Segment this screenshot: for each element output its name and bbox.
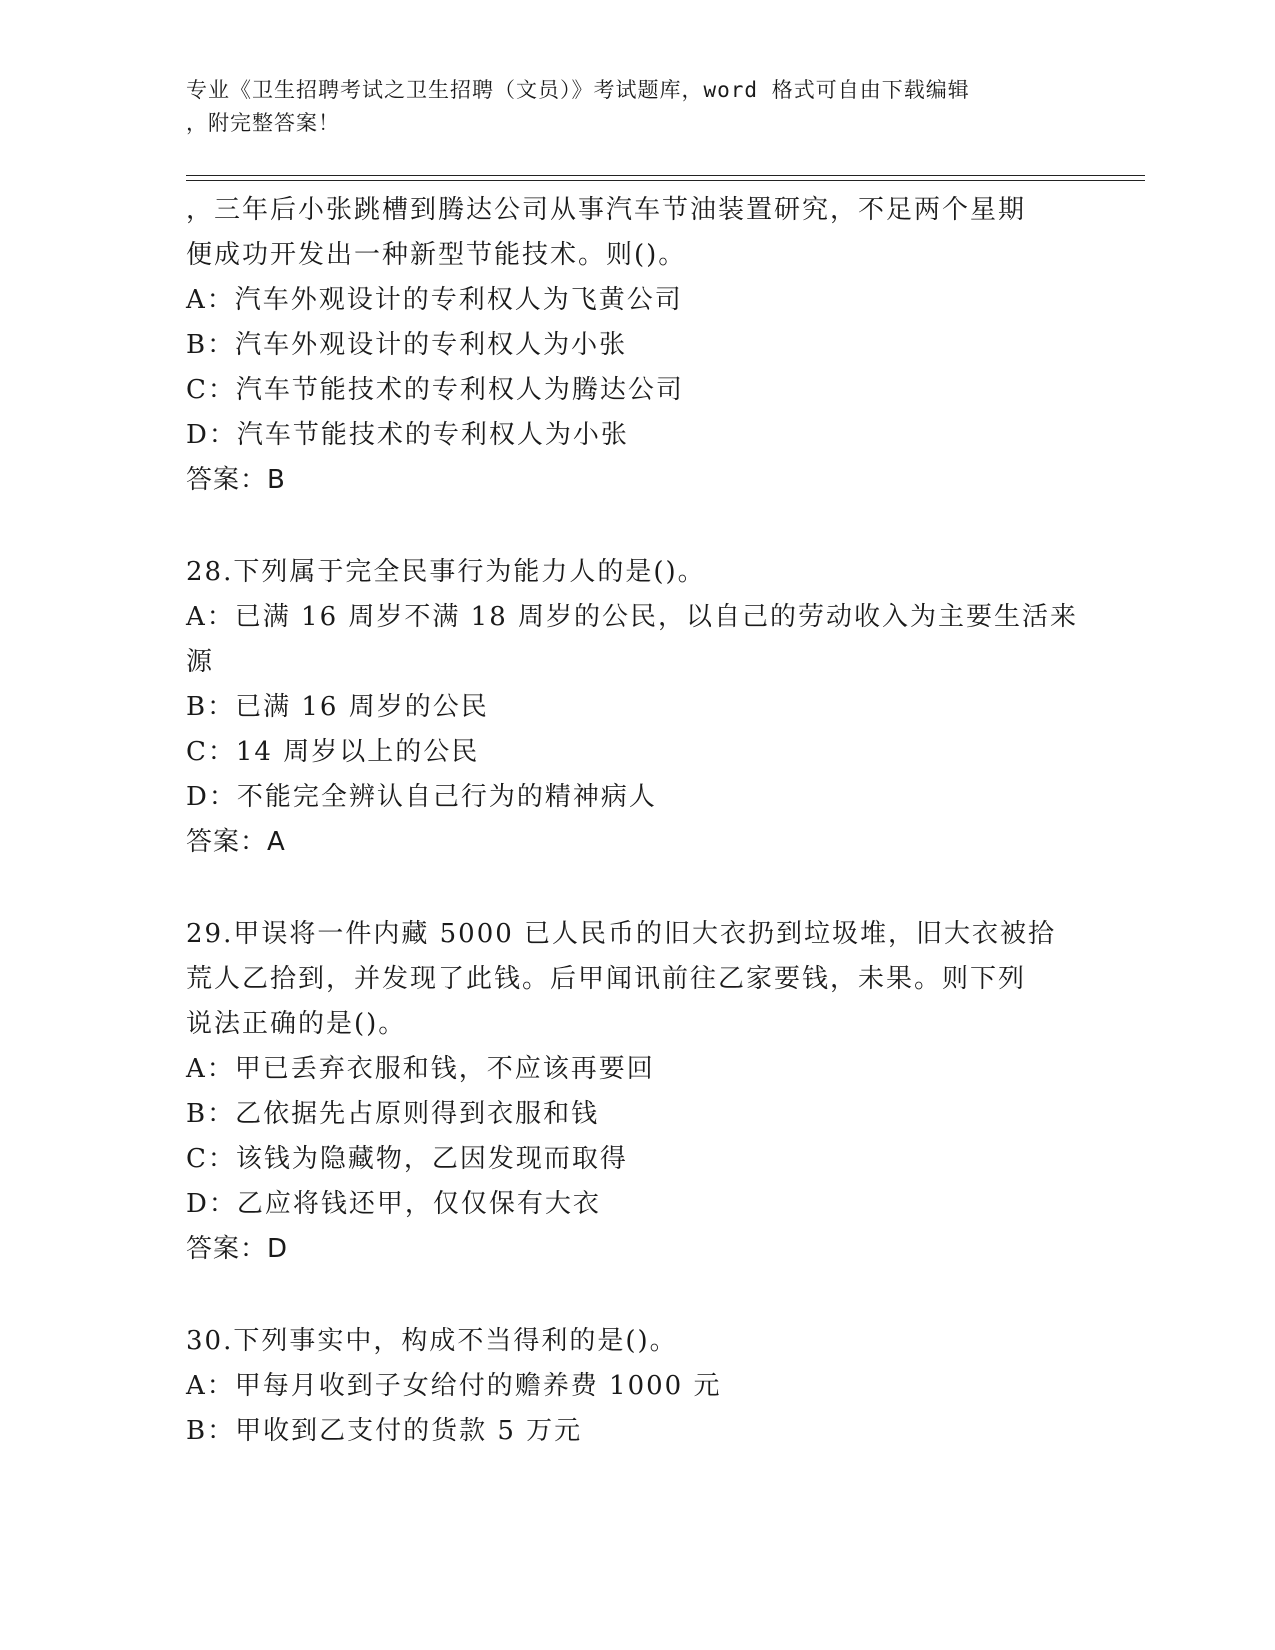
question-29-option-d: D：乙应将钱还甲，仅仅保有大衣	[186, 1189, 601, 1219]
header-line-1: 专业《卫生招聘考试之卫生招聘（文员）》考试题库，word 格式可自由下载编辑	[186, 78, 970, 102]
question-28-stem: 28.下列属于完全民事行为能力人的是()。	[186, 557, 706, 587]
question-30-option-a: A：甲每月收到子女给付的赡养费 1000 元	[186, 1371, 722, 1401]
document-header	[186, 74, 1066, 140]
question-29	[186, 912, 1086, 1272]
question-27-option-a: A：汽车外观设计的专利权人为飞黄公司	[186, 285, 683, 315]
question-28-option-d: D：不能完全辨认自己行为的精神病人	[186, 782, 657, 812]
question-29-option-b: B：乙依据先占原则得到衣服和钱	[186, 1099, 600, 1129]
spacer	[186, 503, 1086, 550]
question-30	[186, 1319, 1086, 1454]
question-28-option-b: B：已满 16 周岁的公民	[186, 692, 489, 722]
question-27-answer: 答案：B	[186, 465, 286, 495]
question-27-option-d: D：汽车节能技术的专利权人为小张	[186, 420, 629, 450]
question-28-answer: 答案：A	[186, 827, 286, 857]
question-27-option-b: B：汽车外观设计的专利权人为小张	[186, 330, 628, 360]
question-27	[186, 188, 1086, 503]
question-27-stem-line-2: 便成功开发出一种新型节能技术。则()。	[186, 240, 687, 270]
question-28-option-a-line-2: 源	[186, 647, 215, 677]
question-28-option-c: C：14 周岁以上的公民	[186, 737, 480, 767]
question-list	[186, 188, 1086, 1454]
question-28-option-a-line-1: A：已满 16 周岁不满 18 周岁的公民，以自己的劳动收入为主要生活来	[186, 602, 1079, 632]
question-29-option-c: C：该钱为隐藏物，乙因发现而取得	[186, 1144, 628, 1174]
question-30-option-b: B：甲收到乙支付的货款 5 万元	[186, 1416, 583, 1446]
spacer	[186, 1272, 1086, 1319]
spacer	[186, 865, 1086, 912]
question-27-option-c: C：汽车节能技术的专利权人为腾达公司	[186, 375, 684, 405]
question-29-answer: 答案：D	[186, 1234, 289, 1264]
question-29-option-a: A：甲已丢弃衣服和钱，不应该再要回	[186, 1054, 655, 1084]
question-28	[186, 550, 1086, 865]
header-line-2: ，附完整答案！	[186, 111, 340, 135]
question-27-stem-line-1: ，三年后小张跳槽到腾达公司从事汽车节油装置研究，不足两个星期	[186, 195, 1027, 225]
question-30-stem: 30.下列事实中，构成不当得利的是()。	[186, 1326, 678, 1356]
question-29-stem-line-3: 说法正确的是()。	[186, 1009, 407, 1039]
header-divider-bottom	[186, 180, 1145, 181]
question-29-stem-line-2: 荒人乙拾到，并发现了此钱。后甲闻讯前往乙家要钱，未果。则下列	[186, 964, 1027, 994]
question-29-stem-line-1: 29.甲误将一件内藏 5000 已人民币的旧大衣扔到垃圾堆，旧大衣被拾	[186, 919, 1057, 949]
header-divider-top	[186, 175, 1145, 176]
